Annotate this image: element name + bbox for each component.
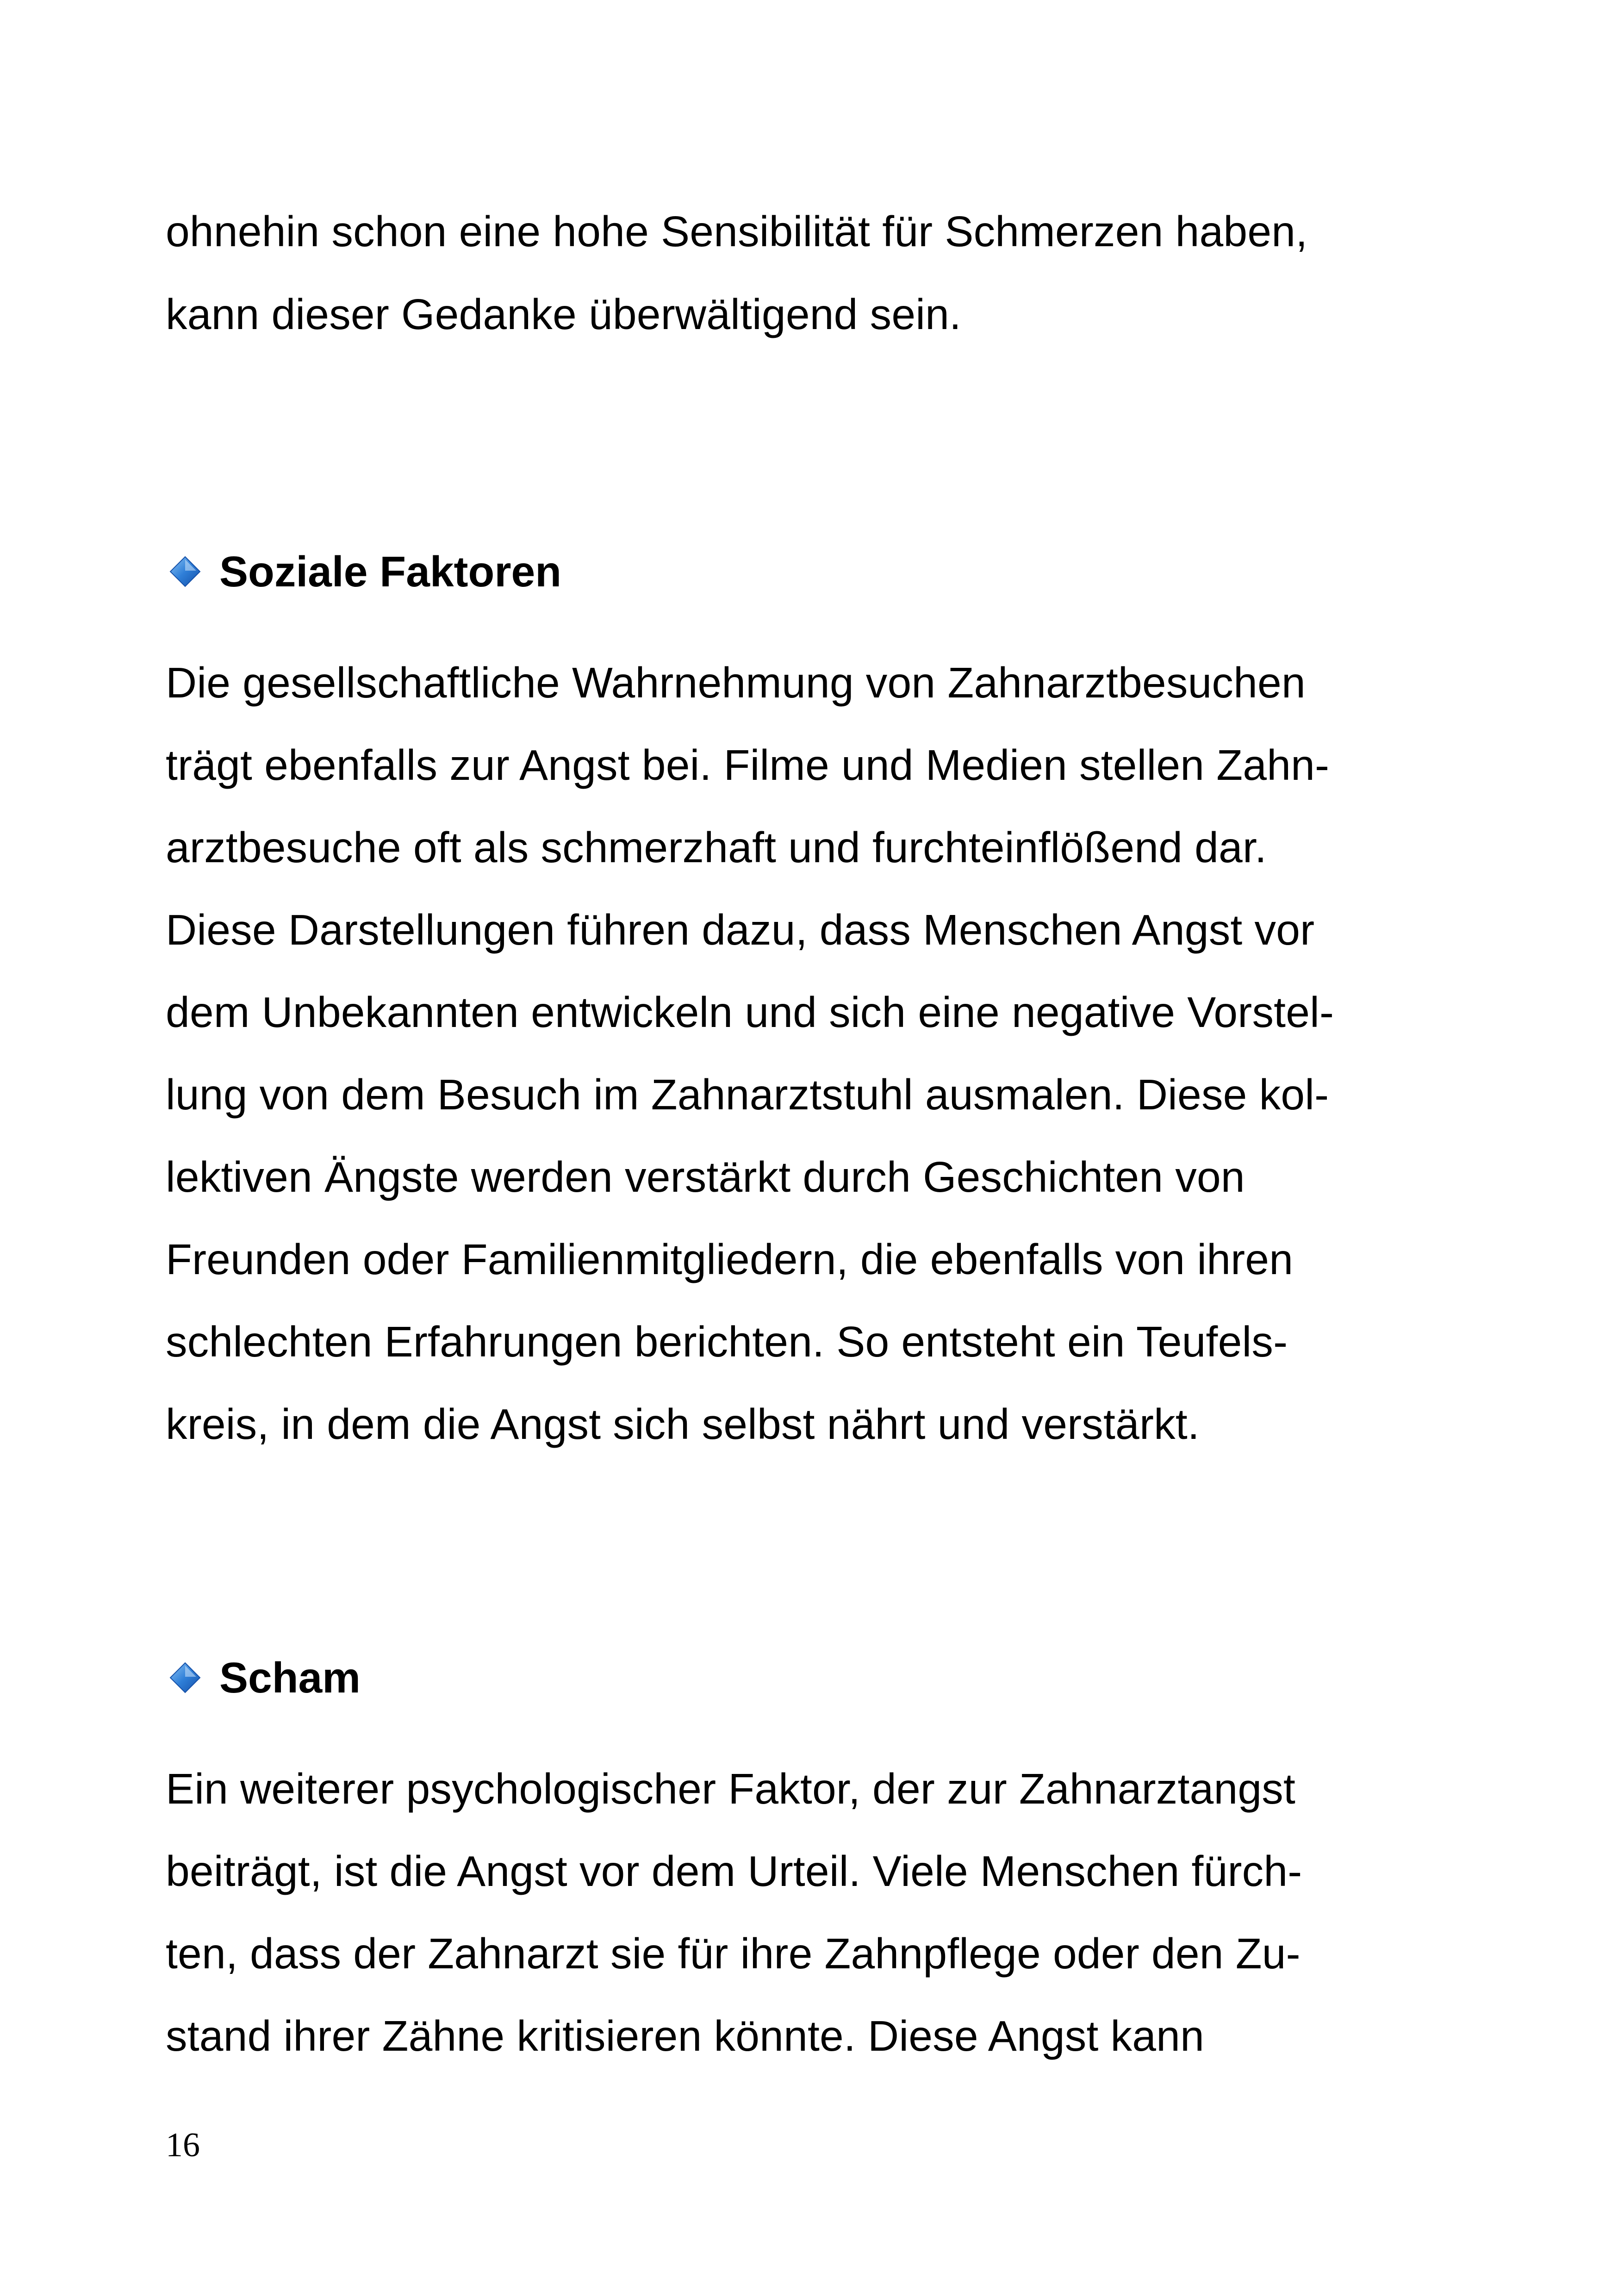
section-body-line: lung von dem Besuch im Zahnarztstuhl ausmalen. Diese kol- — [166, 1070, 1329, 1119]
section-body-line: lektiven Ängste werden verstärkt durch Geschichten von — [166, 1153, 1245, 1201]
intro-line: ohnehin schon eine hohe Sensibilität für Schmerzen haben, — [166, 207, 1308, 255]
section-body-line: stand ihrer Zähne kritisieren könnte. Diese Angst kann — [166, 2012, 1205, 2060]
section-body-line: schlechten Erfahrungen berichten. So entsteht ein Teufels- — [166, 1318, 1288, 1366]
page-number: 16 — [166, 2126, 200, 2164]
intro-line: kann dieser Gedanke überwältigend sein. — [166, 290, 962, 338]
section-heading-text: Soziale Faktoren — [219, 548, 562, 596]
section-heading-soziale-faktoren — [169, 546, 561, 597]
section-body-line: beiträgt, ist die Angst vor dem Urteil. Viele Menschen fürch- — [166, 1847, 1302, 1895]
section-body-line: Die gesellschaftliche Wahrnehmung von Zahnarztbesuchen — [166, 659, 1306, 707]
section-body-line: trägt ebenfalls zur Angst bei. Filme und Medien stellen Zahn- — [166, 741, 1330, 789]
section-body-line: ten, dass der Zahnarzt sie für ihre Zahnpflege oder den Zu- — [166, 1929, 1301, 1978]
section-body-line: Diese Darstellungen führen dazu, dass Menschen Angst vor — [166, 906, 1315, 954]
section-body-line: Ein weiterer psychologischer Faktor, der zur Zahnarztangst — [166, 1765, 1296, 1813]
section-heading-scham — [169, 1652, 361, 1703]
section-body-line: arztbesuche oft als schmerzhaft und furchteinflößend dar. — [166, 823, 1267, 871]
blue-diamond-icon — [169, 1662, 201, 1693]
section-body-line: Freunden oder Familienmitgliedern, die ebenfalls von ihren — [166, 1235, 1294, 1283]
section-body-line: kreis, in dem die Angst sich selbst nährt und verstärkt. — [166, 1400, 1200, 1448]
section-body-line: dem Unbekannten entwickeln und sich eine negative Vorstel- — [166, 988, 1334, 1036]
blue-diamond-icon — [169, 556, 201, 587]
section-heading-text: Scham — [219, 1654, 361, 1702]
